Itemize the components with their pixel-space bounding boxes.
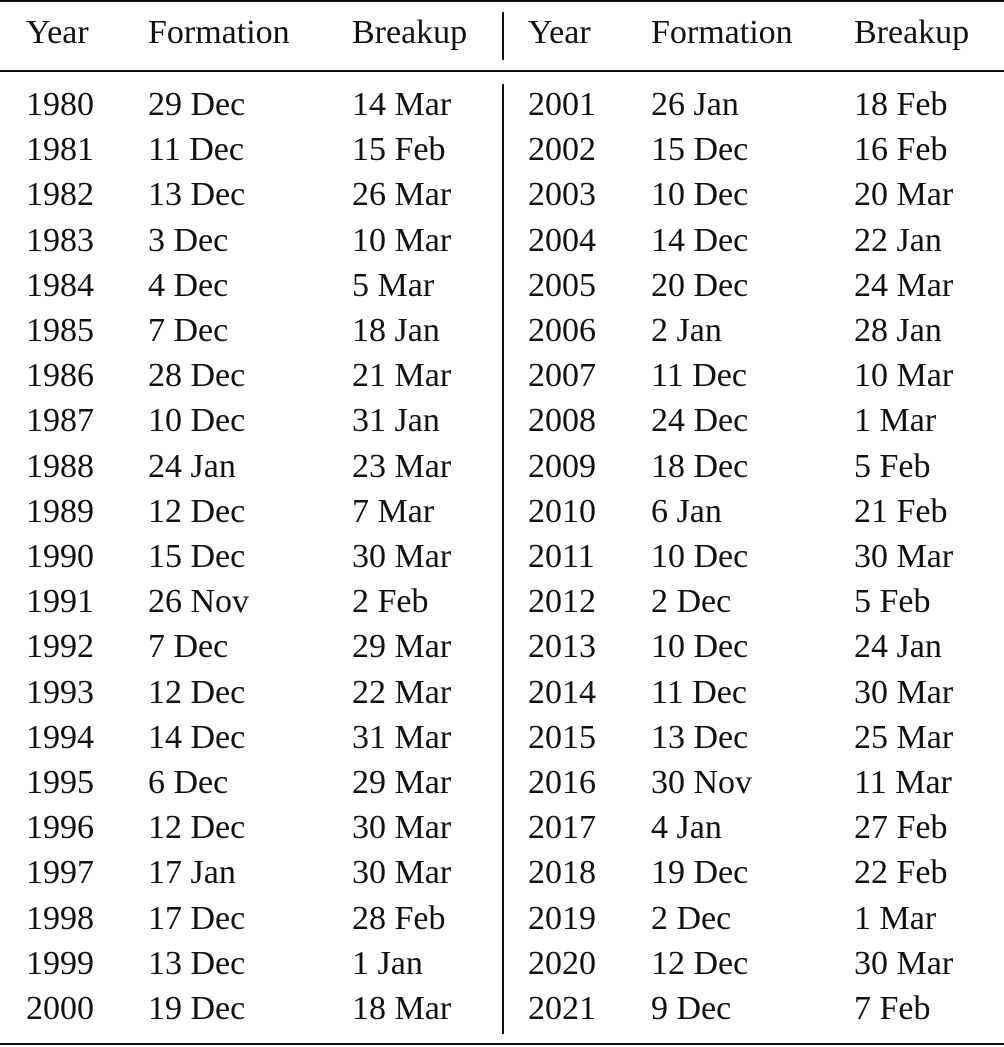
header-rule	[0, 70, 1004, 72]
cell-formation-right: 6 Jan	[651, 492, 722, 530]
cell-formation-right: 24 Dec	[651, 402, 749, 440]
cell-year-right: 2003	[528, 176, 596, 214]
cell-year-left: 1996	[26, 809, 94, 847]
cell-formation-right: 18 Dec	[651, 447, 749, 485]
cell-formation-right: 20 Dec	[651, 266, 749, 304]
cell-year-left: 1991	[26, 583, 94, 621]
cell-year-left: 1989	[26, 492, 94, 530]
cell-year-right: 2001	[528, 86, 596, 123]
header-column-divider	[502, 12, 504, 60]
cell-formation-left: 7 Dec	[148, 312, 229, 349]
cell-breakup-right: 25 Mar	[854, 718, 954, 756]
header-formation-right: Formation	[651, 14, 793, 51]
cell-formation-right: 14 Dec	[651, 221, 749, 259]
cell-formation-left: 19 Dec	[148, 990, 246, 1027]
cell-breakup-left: 28 Feb	[352, 899, 446, 937]
cell-breakup-left: 1 Jan	[352, 944, 423, 982]
cell-year-right: 2019	[528, 899, 596, 937]
cell-breakup-left: 31 Jan	[352, 402, 440, 440]
cell-year-right: 2006	[528, 312, 596, 349]
cell-year-right: 2021	[528, 990, 596, 1027]
cell-breakup-right: 18 Feb	[854, 86, 948, 123]
cell-breakup-left: 30 Mar	[352, 809, 452, 847]
cell-year-left: 1999	[26, 944, 94, 982]
cell-formation-right: 12 Dec	[651, 944, 749, 982]
cell-year-left: 1985	[26, 312, 94, 349]
cell-breakup-left: 5 Mar	[352, 266, 435, 304]
cell-formation-right: 9 Dec	[651, 990, 732, 1027]
cell-formation-right: 30 Nov	[651, 764, 753, 801]
cell-formation-left: 13 Dec	[148, 944, 246, 982]
cell-breakup-right: 24 Jan	[854, 628, 942, 666]
cell-year-right: 2011	[528, 538, 595, 575]
cell-year-right: 2013	[528, 628, 596, 666]
cell-breakup-right: 20 Mar	[854, 176, 954, 214]
cell-formation-left: 14 Dec	[148, 718, 246, 756]
cell-breakup-right: 28 Jan	[854, 312, 942, 349]
cell-breakup-left: 21 Mar	[352, 357, 452, 395]
body-column-divider	[502, 84, 504, 1034]
cell-year-right: 2020	[528, 944, 596, 982]
cell-formation-right: 4 Jan	[651, 809, 722, 847]
cell-breakup-left: 18 Jan	[352, 312, 440, 349]
cell-formation-left: 12 Dec	[148, 809, 246, 847]
cell-breakup-left: 30 Mar	[352, 538, 452, 575]
cell-formation-right: 10 Dec	[651, 176, 749, 214]
cell-year-left: 1998	[26, 899, 94, 937]
cell-breakup-right: 30 Mar	[854, 673, 954, 711]
cell-formation-right: 19 Dec	[651, 854, 749, 892]
cell-breakup-left: 7 Mar	[352, 492, 435, 530]
cell-year-right: 2016	[528, 764, 596, 801]
cell-formation-left: 11 Dec	[148, 131, 244, 169]
cell-year-left: 1981	[26, 131, 94, 169]
cell-year-left: 1987	[26, 402, 94, 440]
cell-year-right: 2008	[528, 402, 596, 440]
cell-formation-left: 13 Dec	[148, 176, 246, 214]
cell-formation-right: 11 Dec	[651, 357, 747, 395]
cell-year-right: 2018	[528, 854, 596, 892]
cell-breakup-right: 11 Mar	[854, 764, 952, 801]
cell-year-left: 2000	[26, 990, 94, 1027]
cell-breakup-left: 23 Mar	[352, 447, 452, 485]
cell-formation-right: 26 Jan	[651, 86, 739, 123]
header-breakup-left: Breakup	[352, 14, 468, 51]
cell-year-right: 2007	[528, 357, 596, 395]
header-formation-left: Formation	[148, 14, 290, 51]
cell-formation-left: 29 Dec	[148, 86, 246, 123]
cell-year-right: 2017	[528, 809, 596, 847]
cell-year-right: 2015	[528, 718, 596, 756]
cell-year-left: 1982	[26, 176, 94, 214]
cell-formation-left: 24 Jan	[148, 447, 236, 485]
cell-formation-right: 2 Dec	[651, 899, 732, 937]
cell-year-left: 1993	[26, 673, 94, 711]
cell-breakup-right: 24 Mar	[854, 266, 954, 304]
cell-breakup-right: 30 Mar	[854, 538, 954, 575]
cell-breakup-left: 10 Mar	[352, 221, 452, 259]
cell-breakup-left: 29 Mar	[352, 764, 452, 801]
cell-formation-left: 6 Dec	[148, 764, 229, 801]
cell-year-left: 1997	[26, 854, 94, 892]
cell-breakup-right: 1 Mar	[854, 899, 937, 937]
cell-year-right: 2010	[528, 492, 596, 530]
cell-breakup-right: 5 Feb	[854, 583, 931, 621]
cell-breakup-left: 2 Feb	[352, 583, 429, 621]
cell-formation-left: 12 Dec	[148, 673, 246, 711]
cell-breakup-right: 22 Feb	[854, 854, 948, 892]
cell-year-left: 1980	[26, 86, 94, 123]
cell-formation-left: 28 Dec	[148, 357, 246, 395]
cell-breakup-right: 7 Feb	[854, 990, 931, 1027]
cell-formation-left: 3 Dec	[148, 221, 229, 259]
cell-breakup-left: 29 Mar	[352, 628, 452, 666]
cell-year-right: 2005	[528, 266, 596, 304]
cell-year-left: 1994	[26, 718, 94, 756]
cell-formation-left: 15 Dec	[148, 538, 246, 575]
cell-formation-right: 10 Dec	[651, 628, 749, 666]
cell-formation-left: 17 Jan	[148, 854, 236, 892]
cell-breakup-left: 22 Mar	[352, 673, 452, 711]
cell-formation-right: 10 Dec	[651, 538, 749, 575]
cell-breakup-left: 18 Mar	[352, 990, 452, 1027]
cell-year-left: 1986	[26, 357, 94, 395]
cell-breakup-right: 5 Feb	[854, 447, 931, 485]
cell-year-left: 1990	[26, 538, 94, 575]
cell-year-right: 2014	[528, 673, 596, 711]
cell-formation-left: 7 Dec	[148, 628, 229, 666]
header-year-left: Year	[26, 14, 89, 51]
cell-formation-left: 26 Nov	[148, 583, 250, 621]
cell-year-right: 2012	[528, 583, 596, 621]
cell-year-left: 1988	[26, 447, 94, 485]
cell-year-left: 1995	[26, 764, 94, 801]
cell-breakup-left: 31 Mar	[352, 718, 452, 756]
header-breakup-right: Breakup	[854, 14, 970, 51]
cell-breakup-right: 30 Mar	[854, 944, 954, 982]
bottom-rule	[0, 1043, 1004, 1045]
cell-formation-right: 2 Dec	[651, 583, 732, 621]
cell-formation-left: 12 Dec	[148, 492, 246, 530]
cell-formation-right: 13 Dec	[651, 718, 749, 756]
top-rule	[0, 0, 1004, 2]
cell-breakup-left: 14 Mar	[352, 86, 452, 123]
cell-year-left: 1984	[26, 266, 94, 304]
cell-breakup-right: 10 Mar	[854, 357, 954, 395]
cell-year-left: 1983	[26, 221, 94, 259]
cell-breakup-left: 30 Mar	[352, 854, 452, 892]
header-year-right: Year	[528, 14, 591, 51]
cell-year-right: 2009	[528, 447, 596, 485]
cell-breakup-right: 21 Feb	[854, 492, 948, 530]
cell-breakup-right: 22 Jan	[854, 221, 942, 259]
cell-formation-left: 4 Dec	[148, 266, 229, 304]
cell-formation-left: 10 Dec	[148, 402, 246, 440]
cell-formation-right: 15 Dec	[651, 131, 749, 169]
cell-breakup-left: 26 Mar	[352, 176, 452, 214]
cell-year-right: 2004	[528, 221, 596, 259]
cell-formation-right: 2 Jan	[651, 312, 722, 349]
cell-breakup-right: 16 Feb	[854, 131, 948, 169]
cell-formation-left: 17 Dec	[148, 899, 246, 937]
cell-formation-right: 11 Dec	[651, 673, 747, 711]
cell-year-left: 1992	[26, 628, 94, 666]
cell-breakup-right: 27 Feb	[854, 809, 948, 847]
cell-breakup-right: 1 Mar	[854, 402, 937, 440]
cell-year-right: 2002	[528, 131, 596, 169]
cell-breakup-left: 15 Feb	[352, 131, 446, 169]
